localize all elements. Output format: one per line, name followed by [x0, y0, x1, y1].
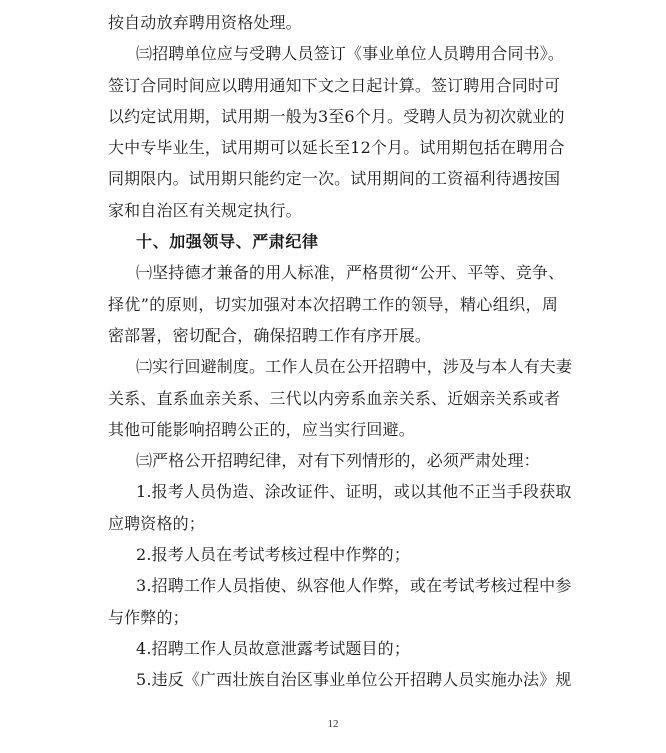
text-line: 择优”的原则，切实加强对本次招聘工作的领导，精心组织，周	[108, 294, 558, 314]
text-line: 应聘资格的；	[108, 513, 205, 533]
list-item-line: 3.招聘工作人员指使、纵容他人作弊，或在考试考核过程中参	[136, 576, 572, 596]
text-line: 其他可能影响招聘公正的，应当实行回避。	[108, 419, 415, 439]
section-heading: 十、加强领导、严肃纪律	[136, 232, 319, 252]
text-line: 密部署，密切配合，确保招聘工作有序开展。	[108, 325, 432, 345]
document-body	[108, 7, 573, 696]
paragraph-start-line: ㈢招聘单位应与受聘人员签订《事业单位人员聘用合同书》。	[136, 44, 565, 64]
page-number: 12	[327, 718, 339, 730]
list-item-line: 1.报考人员伪造、涂改证件、证明，或以其他不正当手段获取	[136, 482, 572, 502]
paragraph-start-line: ㈡实行回避制度。工作人员在公开招聘中，涉及与本人有夫妻	[136, 357, 573, 377]
text-line: 签订合同时间应以聘用通知下文之日起计算。签订聘用合同时可	[108, 75, 561, 95]
text-line: 以约定试用期，试用期一般为3至6个月。受聘人员为初次就业的	[108, 106, 565, 126]
text-line: 同期限内。试用期只能约定一次。试用期间的工资福利待遇按国	[108, 169, 561, 189]
text-line: 与作弊的；	[108, 607, 189, 627]
paragraph-start-line: ㈢严格公开招聘纪律，对有下列情形的，必须严肃处理：	[136, 451, 540, 471]
text-line: 大中专毕业生，试用期可以延长至12个月。试用期包括在聘用合	[108, 138, 565, 158]
list-item-line: 2.报考人员在考试考核过程中作弊的；	[136, 545, 410, 565]
text-line: 关系、直系血亲关系、三代以内旁系血亲关系、近姻亲关系或者	[108, 388, 561, 408]
text-line: 按自动放弃聘用资格处理。	[108, 13, 302, 32]
list-item-line: 4.招聘工作人员故意泄露考试题目的；	[136, 638, 410, 658]
paragraph-start-line: ㈠坚持德才兼备的用人标准，严格贯彻“公开、平等、竞争、	[136, 263, 565, 283]
list-item-line: 5.违反《广西壮族自治区事业单位公开招聘人员实施办法》规	[136, 670, 572, 690]
text-line: 家和自治区有关规定执行。	[108, 200, 302, 220]
